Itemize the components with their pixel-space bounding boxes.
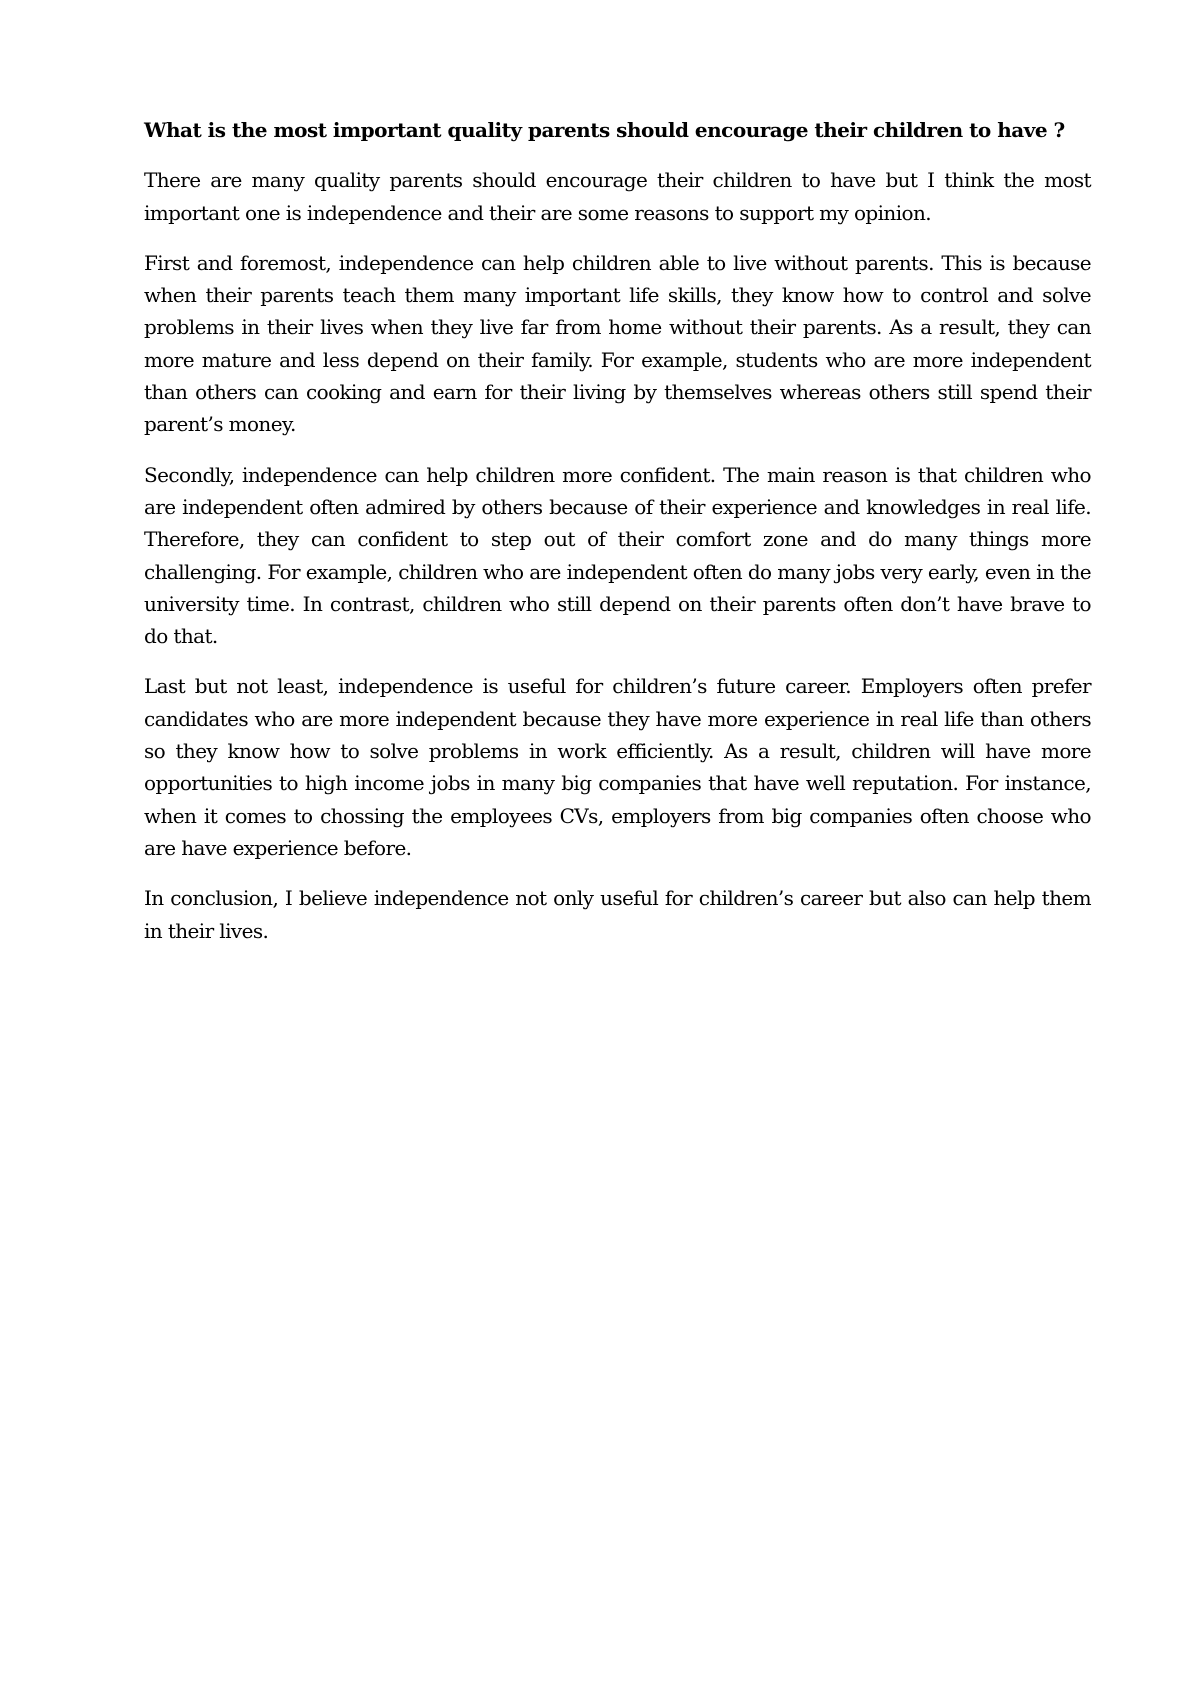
essay-title: What is the most important quality parents should encourage their children to have ? bbox=[144, 118, 1065, 142]
paragraph-introduction: There are many quality parents should encourage their children to have but I think the most important one is independence and their are some reasons to support my opinion. bbox=[144, 168, 1091, 225]
document-body bbox=[144, 114, 1091, 965]
paragraph-first-reason: First and foremost, independence can help children able to live without parents. This is because when their parents teach them many important life skills, they know how to control and solve problems in their lives when they live far from home without their parents. As a result, they can more mature and less depend on their family. For example, students who are more independent than others can cooking and earn for their living by themselves whereas others still spend their parent’s money. bbox=[144, 250, 1091, 437]
paragraph-second-reason: Secondly, independence can help children more confident. The main reason is that children who are independent often admired by others because of their experience and knowledges in real life. Therefore, they can confident to step out of their comfort zone and do many things more challenging. For example, children who are independent often do many jobs very early, even in the university time. In contrast, children who still depend on their parents often don’t have brave to do that. bbox=[144, 462, 1091, 649]
paragraph-conclusion: In conclusion, I believe independence not only useful for children’s career but also can help them in their lives. bbox=[144, 886, 1091, 943]
paragraph-third-reason: Last but not least, independence is useful for children’s future career. Employers often prefer candidates who are more independent because they have more experience in real life than others so they know how to solve problems in work efficiently. As a result, children will have more opportunities to high income jobs in many big companies that have well reputation. For instance, when it comes to chossing the employees CVs, employers from big companies often choose who are have experience before. bbox=[144, 674, 1091, 860]
